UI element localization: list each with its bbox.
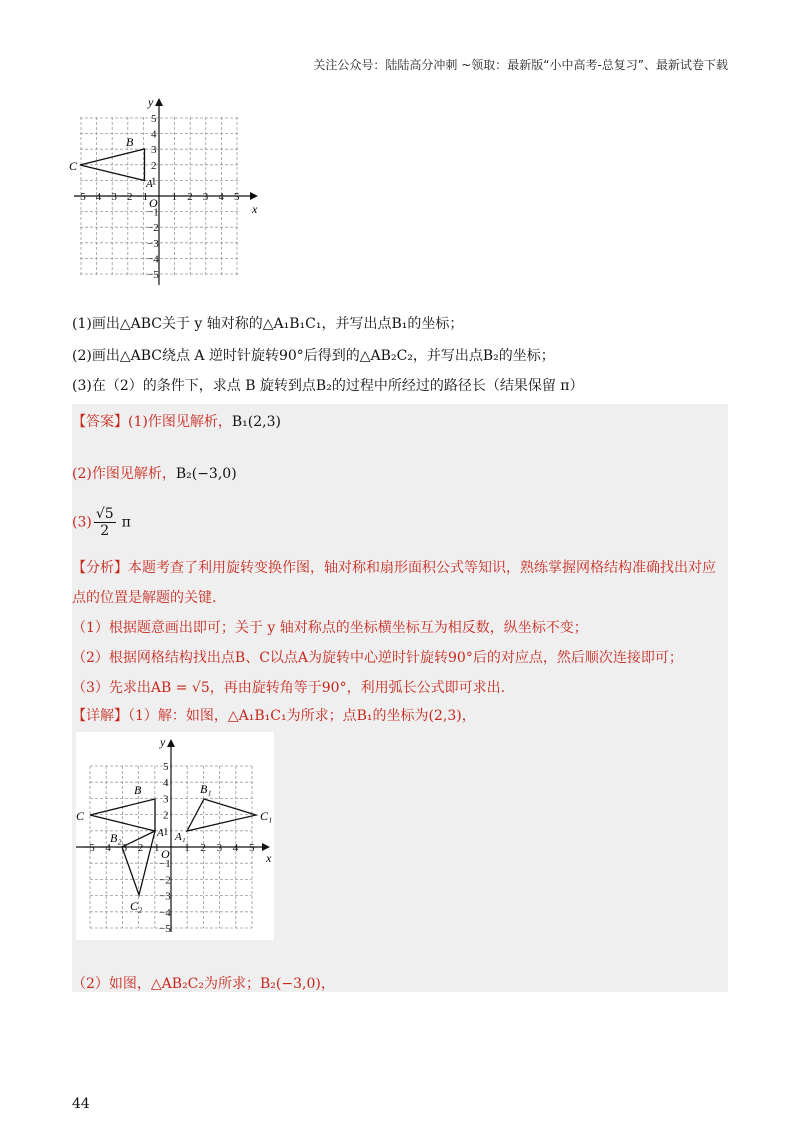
x-axis-label: x: [266, 851, 272, 865]
y-tick-label: 2: [151, 159, 157, 172]
analysis-step-2: （2）根据网格结构找出点B、C以点A为旋转中心逆时针旋转90°后的对应点，然后顺次连接即可；: [72, 650, 683, 666]
y-tick-label: −5: [147, 269, 159, 281]
x-tick-label: 3: [202, 191, 209, 203]
point-label-b: B: [126, 135, 134, 149]
y-tick-label: −1: [147, 206, 159, 219]
answer-2-value: B₂(−3,0): [175, 466, 237, 482]
question-2: (2)画出△ABC绕点 A 逆时针旋转90°后得到的△AB₂C₂，并写出点B₂的坐标；: [72, 348, 555, 364]
y-axis-arrow: [155, 98, 163, 106]
answer-3-prefix: (3): [72, 514, 92, 531]
x-tick-label: 2: [187, 191, 193, 203]
answer-2-text: (2)作图见解析，: [72, 466, 176, 482]
page-header: 关注公众号：陆陆高分冲刺 ~领取：最新版“小中高考-总复习”、最新试卷下载: [313, 58, 728, 72]
x-tick-label: 5: [249, 842, 255, 854]
analysis-line-2: 点的位置是解题的关键.: [72, 590, 217, 606]
y-tick-label: −5: [159, 923, 171, 935]
answer-line-2: [72, 464, 237, 484]
y-tick-label: 3: [163, 793, 169, 806]
answer-3-pi: π: [121, 514, 131, 531]
x-axis-label: x: [252, 202, 258, 216]
question-1: (1)画出△ABC关于 y 轴对称的△A₁B₁C₁，并写出点B₁的坐标；: [72, 316, 464, 332]
x-tick-label: −1: [136, 191, 149, 203]
analysis-line-1: 【分析】本题考查了利用旋转变换作图，轴对称和扇形面积公式等知识，熟练掌握网格结构准确找出对应: [72, 560, 716, 576]
detail-line-2: （2）如图，△AB₂C₂为所求；B₂(−3,0)，: [72, 976, 335, 992]
point-label-b2: B₂: [110, 831, 122, 845]
x-tick-label: 3: [216, 842, 223, 854]
x-tick-label: −4: [99, 842, 111, 854]
answer-1-value: B₁(2,3): [231, 414, 281, 430]
origin-label: O: [161, 847, 170, 861]
detail-line-1: 【详解】（1）解：如图，△A₁B₁C₁为所求；点B₁的坐标为(2,3)，: [72, 708, 476, 724]
point-label-b1: B₁: [200, 782, 212, 796]
question-3: (3)在（2）的条件下，求点 B 旋转到点B₂的过程中所经过的路径长（结果保留 π）: [72, 378, 584, 394]
y-tick-label: −1: [159, 858, 171, 871]
y-tick-label: 1: [151, 175, 157, 188]
x-axis-arrow: [262, 843, 270, 851]
point-label-b: B: [134, 783, 142, 797]
x-tick-label: −2: [131, 842, 144, 854]
coordinate-figure-2: [76, 732, 274, 940]
x-tick-label: −5: [74, 191, 86, 203]
y-axis-label: y: [160, 735, 166, 749]
y-tick-label: 1: [163, 825, 169, 838]
y-tick-label: 2: [163, 809, 169, 822]
y-tick-label: 4: [151, 128, 157, 141]
y-tick-label: 5: [163, 761, 169, 773]
x-tick-label: −4: [89, 191, 102, 203]
point-label-c2: C₂: [130, 899, 143, 913]
detail-tag: 【详解】: [72, 708, 128, 724]
answer-tag: 【答案】: [72, 414, 128, 430]
analysis-step-1: （1）根据题意画出即可；关于 y 轴对称点的坐标横坐标互为相反数，纵坐标不变；: [72, 620, 588, 636]
x-tick-label: −3: [105, 191, 117, 203]
point-label-a: A: [146, 178, 153, 190]
answer-3-fraction: $\frac{√5}{2}$: [95, 506, 114, 539]
y-tick-label: 5: [151, 113, 157, 125]
y-tick-label: −3: [159, 890, 171, 903]
page-number: 44: [72, 1096, 90, 1112]
y-tick-label: −3: [147, 237, 159, 250]
y-tick-label: −4: [159, 906, 171, 919]
point-label-c: C: [69, 159, 78, 173]
origin-label: O: [149, 196, 158, 210]
point-label-a1: A₁: [175, 831, 186, 843]
x-tick-label: 1: [184, 842, 190, 854]
coordinate-figure-1: [66, 90, 266, 295]
point-label-a: A: [157, 827, 164, 839]
y-tick-label: −4: [147, 253, 159, 266]
y-axis-label: y: [148, 95, 154, 109]
point-label-c: C: [76, 809, 85, 823]
analysis-step-3: （3）先求出AB = √5，再由旋转角等于90°，利用弧长公式即可求出.: [72, 680, 506, 696]
x-tick-label: −3: [115, 842, 128, 854]
x-tick-label: 4: [232, 842, 239, 854]
y-tick-label: −2: [147, 222, 159, 235]
answer-line-1: [72, 412, 281, 432]
x-tick-label: 4: [218, 191, 224, 203]
answer-section: [72, 404, 728, 992]
y-tick-label: 4: [163, 777, 169, 790]
point-label-c1: C₁: [260, 809, 273, 823]
x-axis-arrow: [250, 192, 258, 200]
y-tick-label: 3: [151, 144, 157, 157]
answer-line-3: [72, 506, 131, 539]
x-tick-label: 5: [234, 191, 240, 203]
x-tick-label: 2: [200, 842, 206, 854]
y-tick-label: −2: [159, 874, 171, 887]
answer-1-text: (1)作图见解析，: [128, 414, 232, 430]
x-tick-label: −1: [147, 842, 160, 854]
analysis-tag: 【分析】: [72, 560, 128, 576]
x-tick-label: −2: [120, 191, 133, 203]
x-tick-label: −5: [83, 842, 95, 854]
x-tick-label: 1: [171, 191, 178, 203]
y-axis-arrow: [167, 739, 175, 747]
